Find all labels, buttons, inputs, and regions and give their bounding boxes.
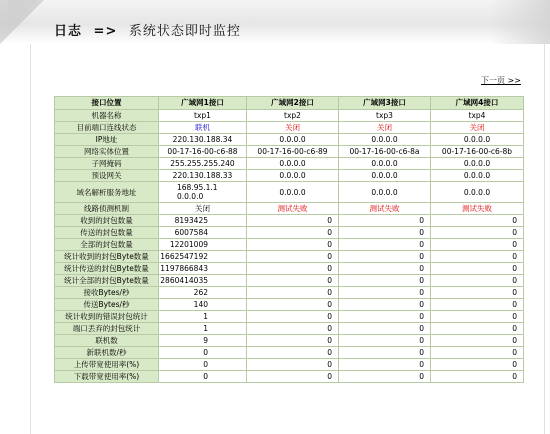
- title-section: 日志: [54, 24, 83, 39]
- table-cell: 0: [431, 287, 524, 299]
- row-label: 统计收到的错误封包统计: [55, 311, 159, 323]
- table-cell: 0: [431, 263, 524, 275]
- table-row: [55, 335, 524, 347]
- table-cell: txp2: [247, 110, 339, 122]
- row-label: 上传带宽使用率(%): [55, 359, 159, 371]
- table-body: [55, 110, 524, 383]
- table-cell: 0: [431, 311, 524, 323]
- table-cell: 0: [247, 227, 339, 239]
- table-row: [55, 359, 524, 371]
- table-row: [55, 122, 524, 134]
- table-cell: 0: [247, 287, 339, 299]
- table-cell: 关闭: [159, 203, 247, 215]
- table-cell: 0: [339, 251, 431, 263]
- table-cell: 0: [247, 359, 339, 371]
- table-cell: 0: [339, 287, 431, 299]
- table-cell: 0.0.0.0: [247, 170, 339, 182]
- table-cell: txp3: [339, 110, 431, 122]
- table-cell: 00-17-16-00-c6-89: [247, 146, 339, 158]
- table-cell: 9: [159, 335, 247, 347]
- table-header-row: [55, 97, 524, 110]
- table-cell: 0: [431, 239, 524, 251]
- table-cell: 00-17-16-00-c6-8a: [339, 146, 431, 158]
- table-cell: 0.0.0.0: [339, 158, 431, 170]
- table-cell: 255.255.255.240: [159, 158, 247, 170]
- table-cell: 2860414035: [159, 275, 247, 287]
- table-row: [55, 134, 524, 146]
- header-right-decoration: [490, 0, 550, 44]
- table-cell: 0: [431, 275, 524, 287]
- table-cell: 1: [159, 311, 247, 323]
- row-label: 传送Bytes/秒: [55, 299, 159, 311]
- table-cell: 6007584: [159, 227, 247, 239]
- table-cell: 0: [339, 371, 431, 383]
- table-cell: 0: [339, 215, 431, 227]
- table-row: [55, 182, 524, 203]
- row-label: 统计收到的封包Byte数量: [55, 251, 159, 263]
- table-row: [55, 275, 524, 287]
- table-row: [55, 110, 524, 122]
- table-row: [55, 227, 524, 239]
- column-header: 广域网3接口: [339, 97, 431, 110]
- title-page: 系统状态即时监控: [128, 24, 241, 39]
- page-title: [54, 20, 241, 39]
- table-cell: 0: [339, 359, 431, 371]
- row-label: 网络实体位置: [55, 146, 159, 158]
- table-cell: 0.0.0.0: [247, 134, 339, 146]
- table-cell: 0: [339, 275, 431, 287]
- column-header: 广域网4接口: [431, 97, 524, 110]
- table-row: [55, 323, 524, 335]
- row-label: 端口丢弃的封包统计: [55, 323, 159, 335]
- table-cell: 0: [247, 371, 339, 383]
- table-cell: 220.130.188.34: [159, 134, 247, 146]
- table-row: [55, 215, 524, 227]
- table-cell: 测试失败: [247, 203, 339, 215]
- table-cell: txp4: [431, 110, 524, 122]
- table-row: [55, 371, 524, 383]
- table-row: [55, 263, 524, 275]
- row-label: 下载带宽使用率(%): [55, 371, 159, 383]
- table-cell: [159, 182, 247, 203]
- table-cell: 0: [247, 323, 339, 335]
- table-cell: 0: [339, 263, 431, 275]
- table-cell: 0: [431, 371, 524, 383]
- table-row: [55, 287, 524, 299]
- table-cell: 0: [247, 335, 339, 347]
- page-header: [0, 0, 550, 44]
- table-cell: 00-17-16-00-c6-8b: [431, 146, 524, 158]
- table-cell: 0: [431, 215, 524, 227]
- table-cell: 测试失败: [339, 203, 431, 215]
- table-cell: 0: [431, 323, 524, 335]
- row-label: 线路侦测机制: [55, 203, 159, 215]
- table-cell: 0: [247, 311, 339, 323]
- table-cell: 0.0.0.0: [431, 182, 524, 203]
- table-cell: 0: [339, 227, 431, 239]
- row-label: 全部的封包数量: [55, 239, 159, 251]
- table-row: [55, 299, 524, 311]
- table-cell: 0: [247, 251, 339, 263]
- table-row: [55, 203, 524, 215]
- row-label: 联机数: [55, 335, 159, 347]
- title-separator: =>: [93, 24, 118, 39]
- table-cell: 0: [431, 347, 524, 359]
- table-cell: 0: [431, 299, 524, 311]
- table-cell: 关闭: [247, 122, 339, 134]
- table-cell: 0: [247, 347, 339, 359]
- table-cell: 0: [431, 251, 524, 263]
- table-cell: 0: [431, 335, 524, 347]
- cell-line: 0.0.0.0: [177, 192, 204, 201]
- table-cell: 0: [159, 347, 247, 359]
- row-label: 统计传送的封包Byte数量: [55, 263, 159, 275]
- table-row: [55, 146, 524, 158]
- wan-status-table: [54, 96, 524, 383]
- table-cell: 0.0.0.0: [339, 134, 431, 146]
- table-cell: 0.0.0.0: [247, 182, 339, 203]
- table-cell: 0.0.0.0: [247, 158, 339, 170]
- table-cell: 0: [247, 263, 339, 275]
- table-row: [55, 347, 524, 359]
- row-label: 收到的封包数量: [55, 215, 159, 227]
- column-header: 广域网1接口: [159, 97, 247, 110]
- table-cell: 0.0.0.0: [431, 158, 524, 170]
- cell-line: 168.95.1.1: [177, 183, 218, 192]
- column-header: 广域网2接口: [247, 97, 339, 110]
- table-cell: 12201009: [159, 239, 247, 251]
- row-label: IP地址: [55, 134, 159, 146]
- table-cell: 0.0.0.0: [431, 134, 524, 146]
- table-cell: 0.0.0.0: [431, 170, 524, 182]
- table-cell: 0: [247, 299, 339, 311]
- table-cell: 140: [159, 299, 247, 311]
- table-cell: 0: [159, 371, 247, 383]
- table-cell: 0: [339, 347, 431, 359]
- table-cell: 0: [339, 323, 431, 335]
- table-cell: 8193425: [159, 215, 247, 227]
- table-cell: 00-17-16-00-c6-88: [159, 146, 247, 158]
- table-cell: 0: [339, 311, 431, 323]
- table-row: [55, 311, 524, 323]
- table-cell: 0.0.0.0: [339, 170, 431, 182]
- table-cell: 关闭: [339, 122, 431, 134]
- table-cell: txp1: [159, 110, 247, 122]
- table-cell: 0: [247, 239, 339, 251]
- table-row: [55, 158, 524, 170]
- content-right-border: [544, 44, 545, 434]
- table-cell: 关闭: [431, 122, 524, 134]
- table-cell: 262: [159, 287, 247, 299]
- table-cell: 0: [159, 359, 247, 371]
- content-left-border: [30, 44, 31, 434]
- row-label: 新联机数/秒: [55, 347, 159, 359]
- header-corner-decoration-inner: [8, 0, 38, 30]
- table-row: [55, 251, 524, 263]
- table-cell: 0: [247, 215, 339, 227]
- row-label: 机器名称: [55, 110, 159, 122]
- row-label: 子网掩码: [55, 158, 159, 170]
- table-cell: 0: [339, 239, 431, 251]
- table-row: [55, 170, 524, 182]
- table-cell: 0: [339, 299, 431, 311]
- row-label: 域名解析服务地址: [55, 182, 159, 203]
- table-cell: 1662547192: [159, 251, 247, 263]
- table-cell: 联机: [159, 122, 247, 134]
- table-cell: 1197866843: [159, 263, 247, 275]
- row-label: 统计全部的封包Byte数量: [55, 275, 159, 287]
- table-cell: 0: [339, 335, 431, 347]
- table-cell: 0: [431, 227, 524, 239]
- table-cell: 0: [247, 275, 339, 287]
- table-cell: 220.130.188.33: [159, 170, 247, 182]
- row-label: 目前端口连线状态: [55, 122, 159, 134]
- row-label: 传送的封包数量: [55, 227, 159, 239]
- table-row: [55, 239, 524, 251]
- next-page-link[interactable]: 下一页 >>: [481, 76, 521, 85]
- column-header: 接口位置: [55, 97, 159, 110]
- row-label: 接收Bytes/秒: [55, 287, 159, 299]
- table-cell: 测试失败: [431, 203, 524, 215]
- table-cell: 0.0.0.0: [339, 182, 431, 203]
- row-label: 预设网关: [55, 170, 159, 182]
- table-cell: 1: [159, 323, 247, 335]
- table-cell: 0: [431, 359, 524, 371]
